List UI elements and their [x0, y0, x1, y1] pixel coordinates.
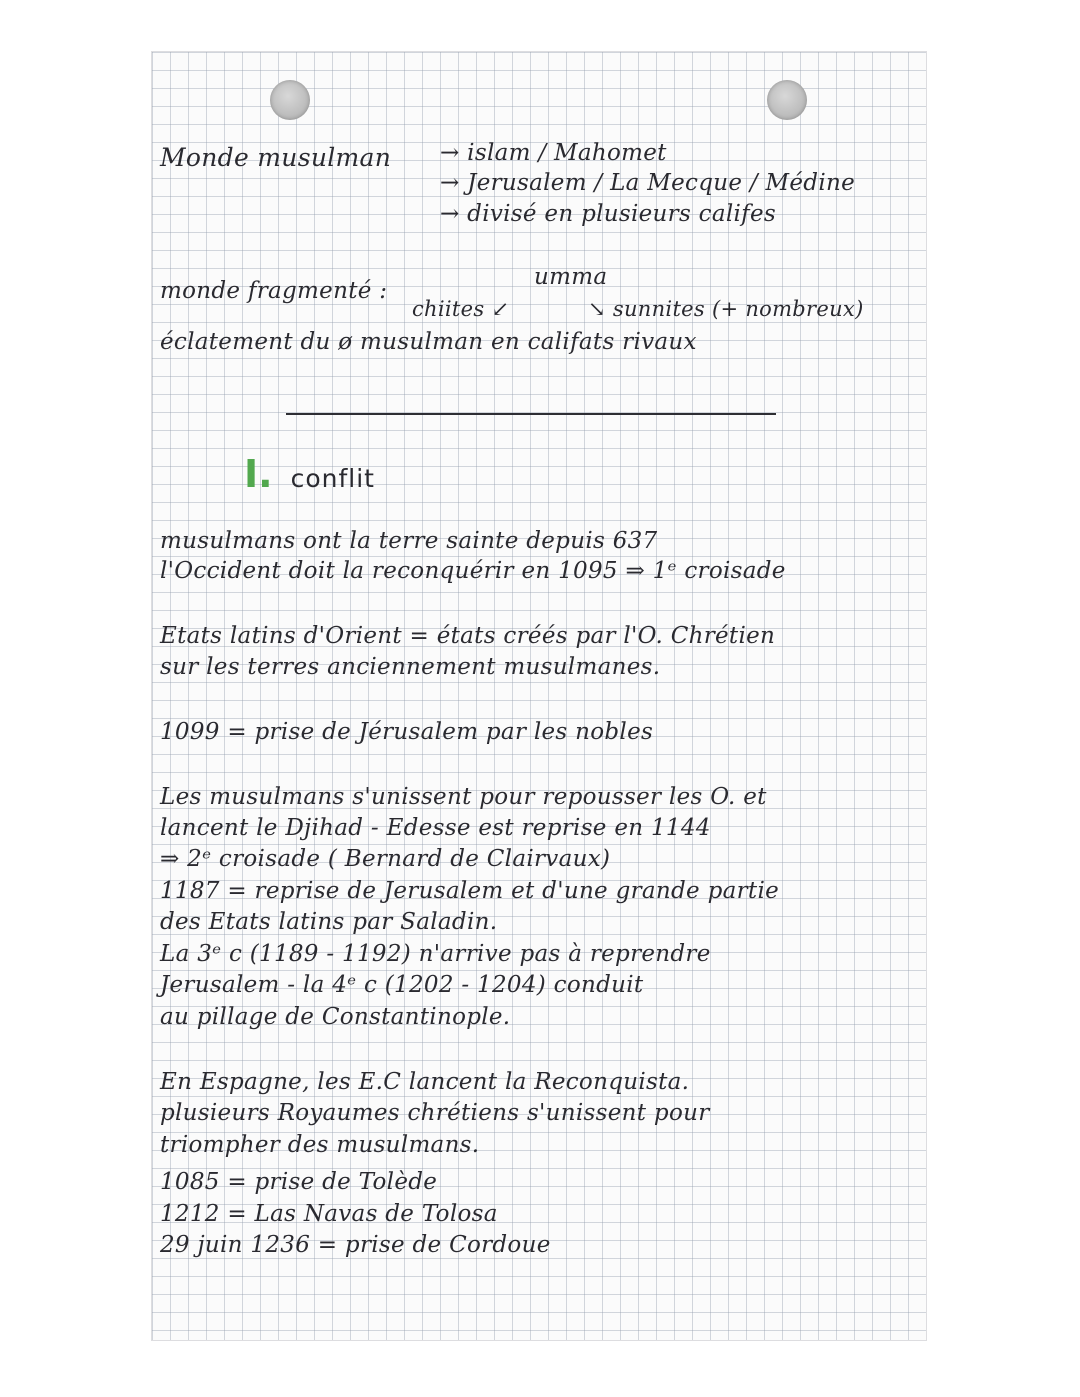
section-number: I.: [244, 452, 273, 496]
section-title: conflit: [290, 464, 375, 493]
subject-title: Monde musulman: [160, 143, 392, 172]
umma-label: umma: [534, 264, 608, 290]
text-line: 29 juin 1236 = prise de Cordoue: [160, 1232, 551, 1258]
punch-hole: [270, 80, 310, 120]
text-line: sur les terres anciennement musulmanes.: [160, 654, 661, 680]
text-line: En Espagne, les E.C lancent la Reconquista.: [160, 1069, 690, 1095]
text-line: ⇒ 2ᵉ croisade ( Bernard de Clairvaux): [160, 846, 611, 872]
bullet-line: → divisé en plusieurs califes: [440, 201, 776, 227]
bullet-line: → Jerusalem / La Mecque / Médine: [440, 170, 856, 196]
text-line: plusieurs Royaumes chrétiens s'unissent pour: [160, 1100, 710, 1126]
fragmented-label: monde fragmenté :: [160, 278, 388, 304]
punch-hole: [767, 80, 807, 120]
section-divider: [286, 413, 776, 415]
text-line: l'Occident doit la reconquérir en 1095 ⇒ 1ᵉ croisade: [160, 558, 786, 584]
text-line: 1099 = prise de Jérusalem par les nobles: [160, 719, 654, 745]
text-line: musulmans ont la terre sainte depuis 637: [160, 528, 658, 554]
section-heading: [244, 452, 375, 496]
fragmentation-line: éclatement du ø musulman en califats rivaux: [160, 329, 697, 355]
text-line: au pillage de Constantinople.: [160, 1004, 511, 1030]
text-line: Les musulmans s'unissent pour repousser les O. et: [160, 784, 767, 810]
text-line: triompher des musulmans.: [160, 1132, 480, 1158]
text-line: La 3ᵉ c (1189 - 1192) n'arrive pas à reprendre: [160, 941, 711, 967]
bullet-line: → islam / Mahomet: [440, 140, 667, 166]
text-line: 1187 = reprise de Jerusalem et d'une grande partie: [160, 878, 780, 904]
text-line: 1085 = prise de Tolède: [160, 1169, 438, 1195]
branch-chiites: chiites ↙: [412, 297, 510, 321]
text-line: des Etats latins par Saladin.: [160, 909, 498, 935]
text-line: lancent le Djihad - Edesse est reprise en 1144: [160, 815, 711, 841]
branch-sunnites: ↘ sunnites (+ nombreux): [588, 297, 864, 321]
text-line: Etats latins d'Orient = états créés par l'O. Chrétien: [160, 623, 776, 649]
text-line: 1212 = Las Navas de Tolosa: [160, 1201, 498, 1227]
text-line: Jerusalem - la 4ᵉ c (1202 - 1204) conduit: [160, 972, 644, 998]
